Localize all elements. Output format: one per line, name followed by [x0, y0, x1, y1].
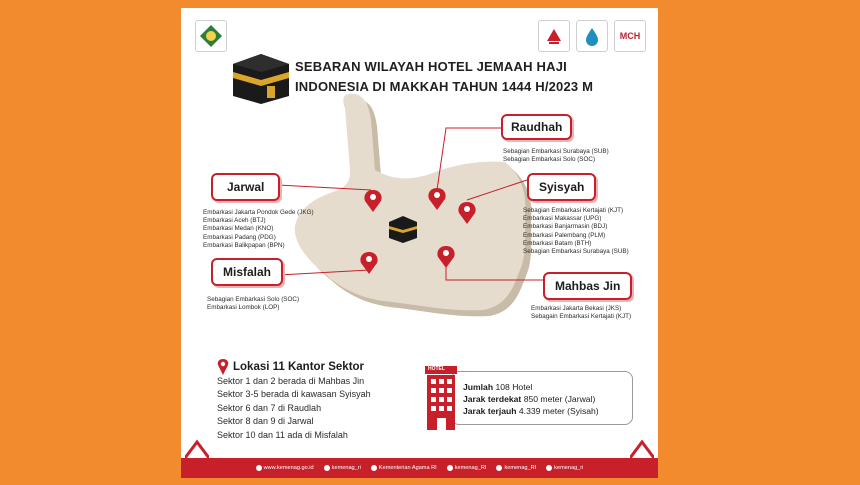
infographic-card	[181, 8, 658, 478]
location-pin-icon	[217, 359, 229, 375]
footer-text: www.kemenag.go.id	[263, 465, 314, 471]
globe-icon	[256, 465, 262, 471]
footer-instagram[interactable]	[324, 465, 361, 471]
title-line-1: SEBARAN WILAYAH HOTEL JEMAAH HAJI	[295, 59, 567, 74]
stat-value: 108 Hotel	[495, 382, 533, 392]
region-syisyah: Syisyah	[527, 173, 596, 201]
footer-text: kemenag_RI	[504, 465, 537, 471]
misfalah-list	[207, 296, 299, 312]
region-mahbas-jin: Mahbas Jin	[543, 272, 632, 300]
region-misfalah: Misfalah	[211, 258, 283, 286]
footer-facebook[interactable]	[371, 465, 437, 471]
list-item: Embarkasi Lombok (LOP)	[207, 304, 280, 312]
list-item: Sektor 6 dan 7 di Raudlah	[217, 402, 322, 413]
social-footer	[181, 458, 658, 478]
lokasi-heading-text: Lokasi 11 Kantor Sektor	[233, 361, 365, 373]
stat-jumlah	[463, 382, 532, 392]
title-line-2: INDONESIA DI MAKKAH TAHUN 1444 H/2023 M	[295, 79, 594, 94]
youtube-icon	[496, 465, 502, 471]
list-item: Sebagian Embarkasi Solo (SOC)	[207, 296, 300, 303]
ornament-icon	[630, 438, 654, 458]
footer-twitter[interactable]	[447, 465, 487, 471]
footer-text: Kementerian Agama RI	[378, 465, 437, 471]
list-item: Embarkasi Medan (KNO)	[203, 225, 274, 233]
stat-label: Jarak terdekat	[463, 394, 522, 404]
footer-youtube[interactable]	[496, 465, 536, 471]
list-item: Embarkasi Batam (BTH)	[523, 239, 592, 247]
stat-value: 4.339 meter (Syisah)	[518, 406, 599, 416]
list-item: Embarkasi Jakarta Pondok Gede (JKG)	[203, 209, 314, 216]
tiktok-icon	[546, 465, 552, 471]
instagram-icon	[324, 465, 330, 471]
footer-text: kemenag_RI	[454, 465, 487, 471]
sektor-list	[217, 375, 371, 442]
stat-label: Jumlah	[463, 382, 494, 392]
list-item: Sebagain Embarkasi Kertajati (KJT)	[531, 313, 632, 321]
region-jarwal: Jarwal	[211, 173, 280, 201]
hotel-sign: HOTEL	[428, 366, 445, 372]
list-item: Sektor 10 dan 11 ada di Misfalah	[217, 429, 348, 440]
raudhah-list	[503, 148, 609, 164]
list-item: Embarkasi Balikpapan (BPN)	[203, 241, 285, 249]
facebook-icon	[371, 465, 377, 471]
stat-label: Jarak terjauh	[463, 406, 517, 416]
mahbas-list	[531, 305, 631, 321]
list-item: Embarkasi Palembang (PLM)	[523, 231, 606, 239]
list-item: Embarkasi Banjarmasin (BDJ)	[523, 223, 608, 231]
ornament-icon	[185, 438, 209, 458]
list-item: Sebagian Embarkasi Surabaya (SUB)	[523, 248, 629, 256]
region-raudhah: Raudhah	[501, 114, 572, 140]
stat-terjauh	[463, 406, 599, 416]
hotel-building-icon	[423, 364, 459, 432]
list-item: Sektor 1 dan 2 berada di Mahbas Jin	[217, 376, 365, 386]
list-item: Sektor 8 dan 9 di Jarwal	[217, 416, 314, 427]
footer-web[interactable]	[256, 465, 314, 471]
twitter-icon	[447, 465, 453, 471]
list-item: Sebagian Embarkasi Surabaya (SUB)	[503, 148, 609, 155]
mch-logo: MCH	[614, 20, 646, 52]
list-item: Embarkasi Makassar (UPG)	[523, 215, 602, 223]
footer-text: kemenag_ri	[331, 465, 361, 471]
syisyah-list	[523, 207, 629, 256]
lokasi-heading	[217, 359, 364, 375]
list-item: Embarkasi Jakarta Bekasi (JKS)	[531, 305, 622, 312]
list-item: Embarkasi Padang (PDG)	[203, 233, 276, 241]
stat-terdekat	[463, 394, 595, 404]
footer-tiktok[interactable]	[546, 465, 583, 471]
list-item: Sebagian Embarkasi Kertajati (KJT)	[523, 207, 624, 214]
stat-value: 850 meter (Jarwal)	[523, 394, 596, 404]
footer-text: kemenag_ri	[554, 465, 584, 471]
list-item: Sebagian Embarkasi Solo (SOC)	[503, 156, 596, 164]
list-item: Embarkasi Aceh (BTJ)	[203, 217, 266, 225]
jarwal-list	[203, 209, 314, 250]
list-item: Sektor 3-5 berada di kawasan Syisyah	[217, 389, 371, 400]
